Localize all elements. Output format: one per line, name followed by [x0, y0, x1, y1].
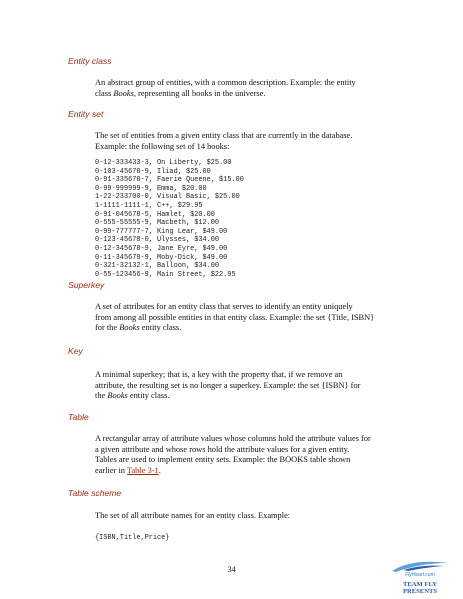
text-run: Example: the following set of 14 books:	[95, 141, 230, 151]
term-table-scheme: Table scheme	[68, 488, 122, 498]
table-reference-link[interactable]: Table 3-1	[126, 465, 159, 475]
code-line: 0-103-45678-9, Iliad, $25.00	[95, 167, 211, 176]
code-line: 1-22-233700-0, Visual Basic, $25.00	[95, 193, 240, 202]
italic-term: Books	[107, 391, 128, 401]
definition-table-scheme	[95, 511, 395, 522]
code-line: 0-11-345678-9, Moby-Dick, $49.00	[95, 253, 228, 262]
italic-run	[113, 89, 133, 98]
text-run: a given attribute and whose rows hold the attribute values for a given entity.	[95, 444, 350, 454]
code-line: 0-55-123456-9, Main Street, $22.95	[95, 270, 236, 279]
definition-line	[95, 89, 395, 100]
text-run: from among all possible entities in that entity class. Example: the set {Title, ISBN}	[95, 312, 375, 322]
text-run: An abstract group of entities, with a common description. Example: the entity	[95, 78, 356, 87]
definition-line	[95, 370, 395, 381]
term-entity-set: Entity set	[68, 109, 104, 119]
code-line: {ISBN,Title,Price}	[95, 534, 170, 542]
team-fly-logo[interactable]	[386, 558, 454, 594]
code-line: 0-12-333433-3, On Liberty, $25.00	[95, 159, 232, 167]
code-line: 0-12-345678-9, Jane Eyre, $49.00	[95, 244, 228, 253]
definition-line	[95, 302, 395, 313]
text-run: for the	[95, 323, 120, 333]
definition-line	[95, 391, 395, 402]
text-run: class	[95, 88, 114, 98]
italic-run	[107, 391, 127, 400]
logo-team-text: TEAM FLY PRESENTS	[402, 581, 438, 595]
definition-table	[95, 434, 395, 476]
definition-line	[95, 131, 395, 142]
definition-entity-set	[95, 131, 395, 152]
definition-line	[95, 455, 395, 466]
definition-superkey	[95, 302, 395, 334]
code-line: 0-99-777777-7, King Lear, $49.00	[95, 227, 228, 236]
page-number: 34	[227, 565, 236, 574]
code-line: 0-123-45678-0, Ulysses, $34.00	[95, 236, 220, 245]
table-scheme-code	[95, 534, 169, 543]
definition-line	[95, 323, 395, 334]
code-line: 1-1111-1111-1, C++, $29.95	[95, 201, 203, 210]
term-table: Table	[68, 412, 89, 422]
logo-wordmark: FlyHeart.com	[405, 572, 435, 578]
italic-run	[119, 323, 139, 332]
definition-key	[95, 370, 395, 402]
code-line: 0-555-55555-9, Macbeth, $12.00	[95, 219, 220, 228]
text-run: A minimal superkey; that is, a key with the property that, if we remove an	[95, 370, 343, 379]
code-line: 0-91-045678-5, Hamlet, $20.00	[95, 210, 215, 219]
definition-line	[95, 381, 395, 392]
definition-entity-class	[95, 78, 395, 99]
entity-set-code-listing	[95, 159, 244, 279]
definition-line	[95, 445, 395, 456]
italic-term: Books	[119, 323, 140, 333]
term-superkey: Superkey	[68, 280, 105, 290]
definition-line	[95, 142, 395, 153]
term-entity-class: Entity class	[68, 56, 112, 66]
definition-line	[95, 313, 395, 324]
text-run: , representing all books in the universe.	[133, 88, 266, 98]
definition-line	[95, 466, 395, 477]
code-line: 0-99-999999-9, Emma, $20.00	[95, 184, 207, 193]
text-run: attribute, the resulting set is no longer a superkey. Example: the set {ISBN} for	[95, 380, 361, 390]
text-run: The set of all attribute names for an entity class. Example:	[95, 511, 291, 520]
text-run: .	[158, 465, 161, 475]
text-run: earlier in	[95, 465, 127, 475]
text-run: the	[95, 391, 108, 401]
text-run: entity class.	[127, 391, 170, 401]
code-line: 0-91-335678-7, Faerie Queene, $15.00	[95, 176, 244, 185]
code-line: 0-321-32132-1, Balloon, $34.00	[95, 262, 220, 271]
text-run: A rectangular array of attribute values whose columns hold the attribute values for	[95, 434, 371, 443]
definition-line	[95, 78, 395, 89]
definition-line	[95, 511, 395, 522]
text-run: The set of entities from a given entity class that are currently in the database.	[95, 131, 353, 140]
text-run: entity class.	[139, 323, 182, 333]
text-run: A set of attributes for an entity class that serves to identify an entity uniquely	[95, 302, 353, 311]
term-key: Key	[68, 346, 83, 356]
italic-term: Books	[113, 88, 134, 98]
definition-line	[95, 434, 395, 445]
text-run: Tables are used to implement entity sets. Example: the BOOKS table shown	[95, 455, 351, 465]
